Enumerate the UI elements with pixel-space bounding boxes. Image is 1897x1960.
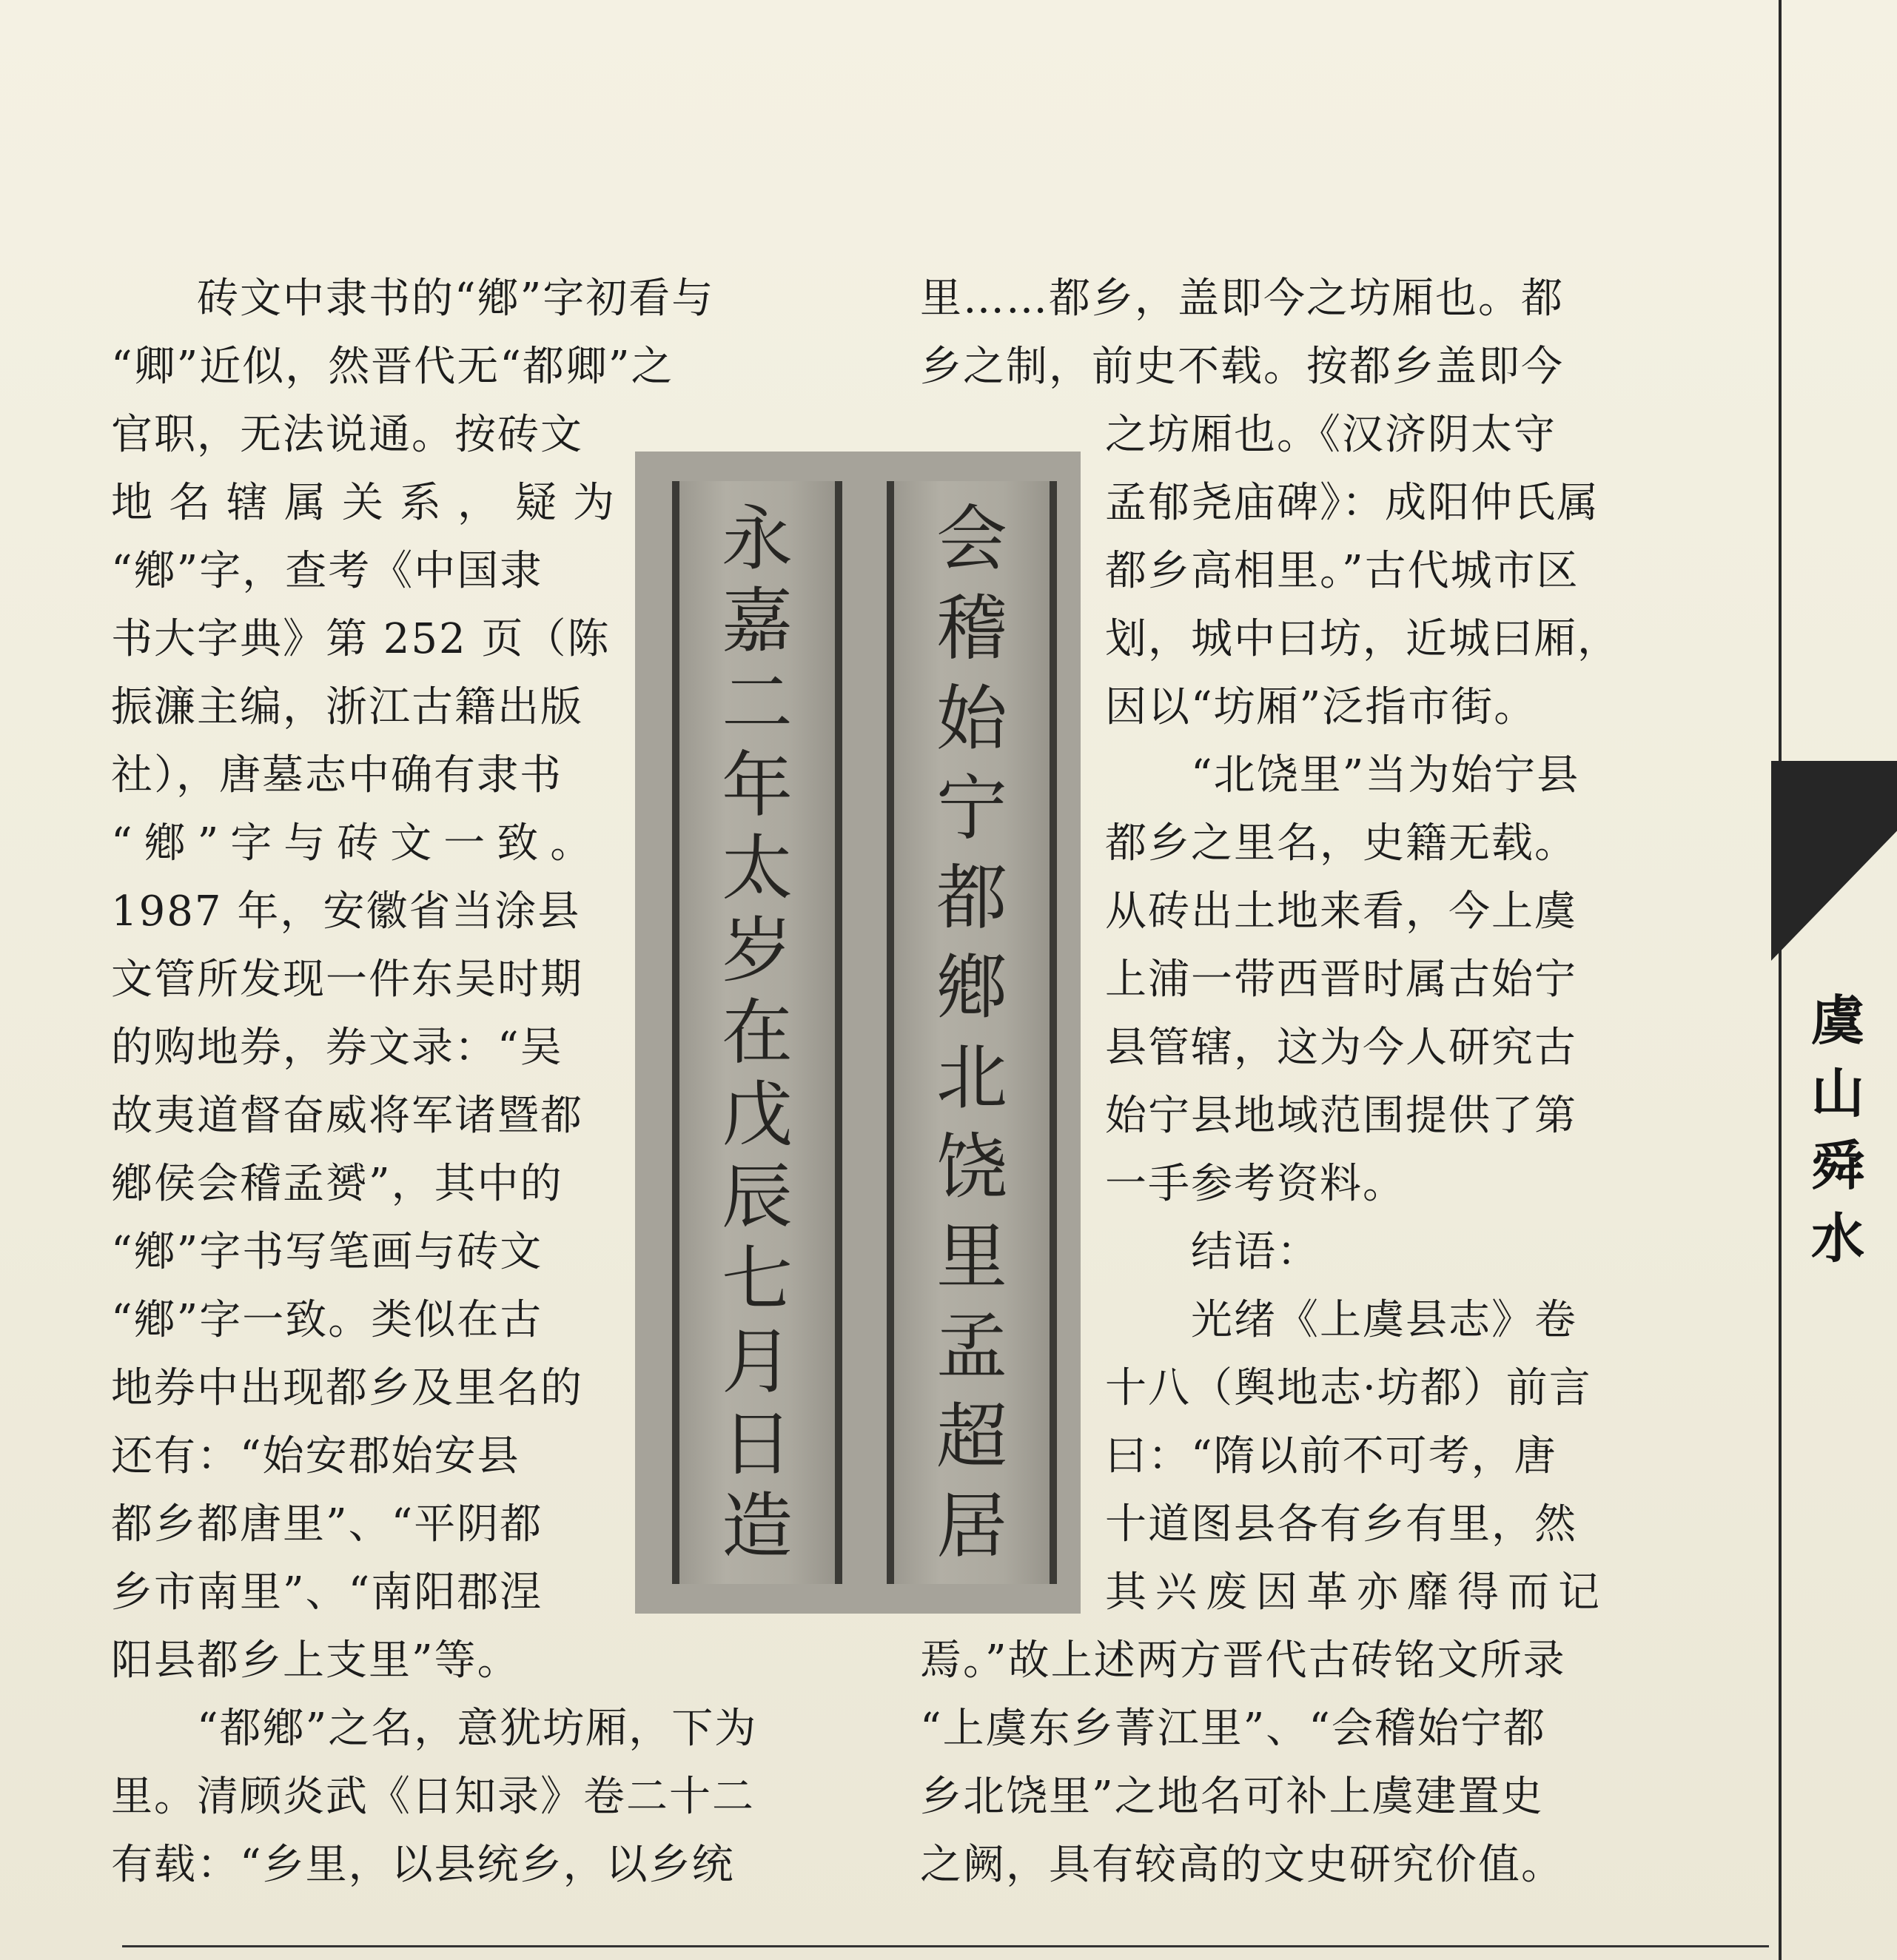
section-title-vertical (1797, 984, 1878, 1275)
right-text-line: 一手参考资料。 (1105, 1160, 1406, 1208)
left-text-line: 里。清顾炎武《日知录》卷二十二 (111, 1773, 755, 1821)
left-text-line: “鄕”字一致。类似在古 (111, 1296, 543, 1344)
brick-inscription-rubbing (635, 452, 1081, 1614)
section-title-char: 虞 (1810, 990, 1864, 1052)
left-text-line: 还有：“始安郡始安县 (111, 1432, 520, 1480)
right-text-line: 之阙，具有较高的文史研究价值。 (920, 1841, 1564, 1889)
left-text-line: 振濂主编，浙江古籍出版 (111, 683, 583, 731)
right-text-line: 始宁县地域范围提供了第 (1105, 1092, 1577, 1140)
left-text-line: 1987 年，安徽省当涂县 (111, 887, 581, 936)
right-text-line: 都乡高相里。”古代城市区 (1105, 547, 1579, 595)
right-text-line: 因以“坊厢”泛指市街。 (1105, 683, 1537, 731)
section-title-char: 舜 (1810, 1135, 1864, 1197)
right-text-line: 乡北饶里”之地名可补上虞建置史 (920, 1773, 1544, 1821)
right-text-line: 十八（舆地志·坊都）前言 (1105, 1364, 1592, 1412)
section-title-char: 水 (1810, 1207, 1864, 1269)
left-text-line: 鄕侯会稽孟赟”，其中的 (111, 1160, 563, 1208)
left-text-line: “卿”近似，然晋代无“都卿”之 (111, 343, 674, 391)
rubbing-glyphs: 永 嘉 二 年 太 岁 在 戊 辰 七 月 日 造 (722, 497, 793, 1568)
right-text-line: 光绪《上虞县志》卷 (1105, 1296, 1577, 1344)
left-text-line: 地券中出现都乡及里名的 (111, 1364, 583, 1412)
left-text-line: 都乡都唐里”、“平阴都 (111, 1500, 543, 1548)
left-text-line: “鄕”字，查考《中国隶 (111, 547, 543, 595)
left-text-line: 地名辖属关系，疑为 (111, 479, 631, 527)
left-text-line: 社），唐墓志中确有隶书 (111, 751, 563, 799)
right-text-line: “上虞东乡菁江里”、“会稽始宁都 (920, 1705, 1546, 1753)
right-text-line: 划，城中曰坊，近城曰厢， (1105, 615, 1620, 663)
brick-rubbing-left (672, 481, 842, 1584)
left-text-line: “鄕”字与砖文一致。 (111, 819, 604, 867)
left-text-line: 官职，无法说通。按砖文 (111, 411, 583, 459)
rubbing-glyphs: 会 稽 始 宁 都 鄕 北 饶 里 孟 超 居 (936, 497, 1007, 1568)
left-text-line: 砖文中隶书的“鄕”字初看与 (111, 275, 715, 323)
left-text-line: 故夷道督奋威将军诸暨都 (111, 1092, 583, 1140)
right-text-line: 结语： (1105, 1228, 1320, 1276)
left-text-line: 有载：“乡里，以县统乡，以乡统 (111, 1841, 735, 1889)
right-text-line: 孟郁尧庙碑》：成阳仲氏属 (1105, 479, 1599, 527)
right-text-line: 县管辖，这为今人研究古 (1105, 1024, 1577, 1072)
brick-rubbing-right (887, 481, 1057, 1584)
right-text-line: 之坊厢也。《汉济阴太守 (1105, 411, 1557, 459)
right-text-line: 从砖出土地来看，今上虞 (1105, 887, 1577, 936)
section-title-char: 山 (1810, 1062, 1864, 1124)
footer-rule (122, 1945, 1769, 1947)
left-text-line: 乡市南里”、“南阳郡涅 (111, 1568, 543, 1617)
right-text-line: 里……都乡，盖即今之坊厢也。都 (920, 275, 1564, 323)
left-text-line: 的购地券，券文录：“吴 (111, 1024, 563, 1072)
left-text-line: 文管所发现一件东吴时期 (111, 956, 583, 1004)
left-text-line: 书大字典》第 252 页（陈 (111, 615, 611, 663)
right-text-line: 都乡之里名，史籍无载。 (1105, 819, 1577, 867)
right-text-line: 上浦一带西晋时属古始宁 (1105, 956, 1577, 1004)
right-text-line: 乡之制，前史不载。按都乡盖即今 (920, 343, 1564, 391)
right-text-line: “北饶里”当为始宁县 (1105, 751, 1580, 799)
right-text-line: 十道图县各有乡有里，然 (1105, 1500, 1577, 1548)
left-text-line: 阳县都乡上支里”等。 (111, 1637, 520, 1685)
left-text-line: “都鄕”之名，意犹坊厢，下为 (111, 1705, 758, 1753)
margin-rule (1779, 0, 1782, 1960)
right-text-line: 其兴废因革亦靡得而记 (1105, 1568, 1608, 1617)
left-text-line: “鄕”字书写笔画与砖文 (111, 1228, 543, 1276)
right-text-line: 曰：“隋以前不可考，唐 (1105, 1432, 1557, 1480)
right-text-line: 焉。”故上述两方晋代古砖铭文所录 (920, 1637, 1566, 1685)
